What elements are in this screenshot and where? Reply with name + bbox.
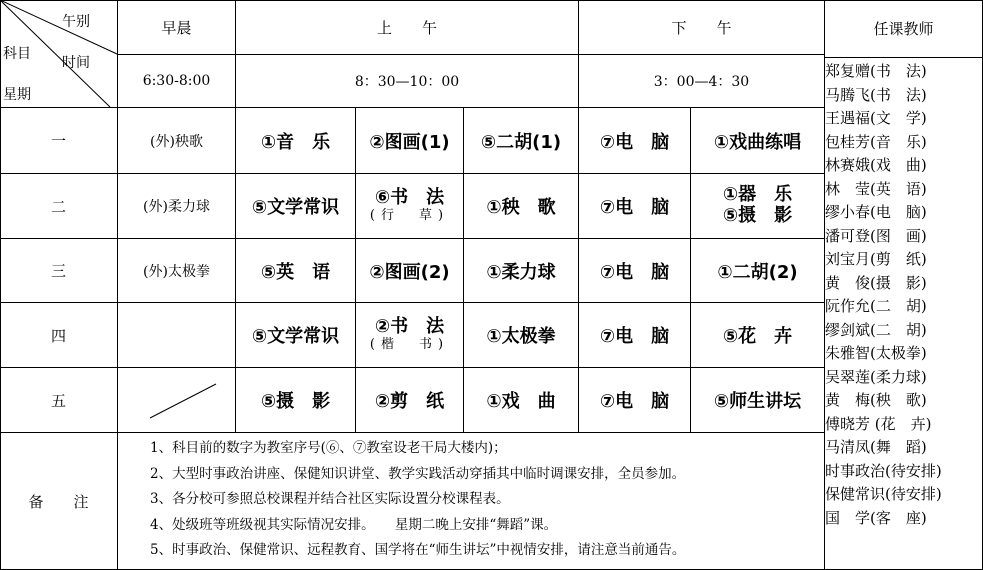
teacher-item: 郑复赠(书 法) [825, 62, 927, 80]
day-label: 三 [50, 262, 66, 280]
teacher-item: 马腾飞(书 法) [825, 85, 927, 104]
grid-line [0, 432, 824, 433]
course-cell: ①柔力球 [486, 261, 556, 283]
teacher-item: 缪小春(电 脑) [825, 203, 927, 221]
remark-item: 4、处级班等班级视其实际情况安排。 星期二晚上安排“舞蹈”课。 [150, 516, 558, 533]
course-cell: ⑤文学常识 [251, 197, 340, 218]
course-cell: ①戏 曲 [486, 391, 556, 412]
course-subtitle: (行 草) [369, 207, 450, 223]
course-cell [356, 303, 463, 367]
course-cell: ⑤花 卉 [722, 326, 793, 347]
teacher-item: 阮作允(二 胡) [825, 297, 927, 315]
course-name: ⑤摄 影 [722, 205, 793, 226]
teacher-item: 马清凤(舞 蹈) [825, 438, 927, 456]
corner-label-subject: 科目 [3, 46, 31, 62]
course-cell: ⑤英 语 [260, 261, 331, 283]
course-cell: ①太极拳 [486, 326, 556, 347]
teacher-item: 傅晓芳 (花 卉) [825, 414, 932, 433]
time-forenoon: 8：30—10：00 [354, 74, 460, 90]
course-cell: ⑤文学常识 [251, 326, 340, 347]
teacher-item: 林 莹(英 语) [825, 179, 927, 198]
course-cell: ①音 乐 [260, 131, 331, 153]
early-course: (外)柔力球 [143, 199, 210, 215]
day-label: 五 [50, 391, 66, 410]
teacher-item: 吴翠莲(柔力球) [825, 367, 927, 386]
course-cell: ②图画(2) [369, 261, 450, 283]
course-name: ②书 法 [374, 316, 445, 338]
teacher-item: 缪剑斌(二 胡) [825, 320, 927, 339]
teacher-item: 朱雅智(太极拳) [825, 344, 927, 362]
course-cell: ⑤摄 影 [260, 391, 331, 412]
course-cell: ⑤师生讲坛 [713, 391, 802, 412]
teacher-item: 潘可登(图 画) [825, 226, 927, 245]
teacher-item: 刘宝月(剪 纸) [825, 250, 927, 268]
day-label: 四 [50, 326, 66, 345]
early-course: (外)秧歌 [150, 133, 203, 150]
course-name: ⑥书 法 [374, 187, 445, 209]
teacher-item: 时事政治(待安排) [825, 461, 942, 480]
course-cell [356, 174, 463, 238]
day-label: 二 [50, 197, 66, 216]
course-cell: ⑤二胡(1) [480, 131, 562, 153]
course-cell: ②图画(1) [369, 131, 450, 153]
teacher-item: 国 学(客 座) [825, 508, 927, 527]
teacher-item: 包桂芳(音 乐) [825, 132, 927, 151]
day-label: 一 [50, 132, 66, 150]
course-cell [691, 174, 824, 238]
course-cell: ⑦电 脑 [599, 197, 670, 218]
course-cell: ①戏曲练唱 [713, 131, 802, 153]
grid-line [824, 57, 982, 58]
corner-label-time: 时间 [62, 55, 90, 71]
course-cell: ⑦电 脑 [599, 131, 670, 153]
teacher-item: 保健常识(待安排) [825, 485, 942, 503]
header-early: 早晨 [161, 18, 192, 37]
teacher-item: 王遇福(文 学) [825, 109, 927, 127]
corner-label-week: 星期 [3, 87, 31, 103]
teacher-item: 黄 俊(摄 影) [825, 273, 927, 292]
course-cell: ②剪 纸 [374, 391, 445, 412]
remarks-list [150, 436, 685, 564]
early-course: (外)太极拳 [143, 263, 210, 280]
course-cell: ①二胡(2) [717, 261, 798, 283]
course-subtitle: (楷 书) [369, 336, 450, 352]
header-teachers: 任课教师 [873, 20, 934, 38]
time-afternoon: 3：00—4：30 [653, 74, 750, 90]
teacher-item: 林赛娥(戏 曲) [825, 156, 927, 174]
time-early: 6:30-8:00 [142, 73, 211, 89]
remarks-label: 备 注 [28, 492, 89, 511]
empty-cell-slash [118, 368, 235, 432]
remark-item: 3、各分校可参照总校课程并结合社区实际设置分校课程表。 [150, 491, 510, 507]
course-name: ①器 乐 [722, 184, 793, 206]
teacher-item: 黄 梅(秧 歌) [825, 391, 927, 409]
course-cell: ⑦电 脑 [599, 391, 670, 412]
remark-item: 2、大型时事政治讲座、保健知识讲堂、教学实践活动穿插其中临时调课安排，全员参加。 [150, 465, 686, 482]
course-cell: ⑦电 脑 [599, 326, 670, 347]
header-afternoon: 下 午 [671, 18, 732, 37]
teacher-list [825, 60, 982, 530]
header-forenoon: 上 午 [376, 18, 437, 37]
course-cell: ⑦电 脑 [599, 261, 670, 283]
corner-label-period: 午别 [62, 14, 90, 30]
remark-item: 1、科目前的数字为教室序号(⑥、⑦教室设老干局大楼内)； [150, 440, 507, 456]
course-cell: ①秧 歌 [486, 197, 556, 218]
remark-item: 5、时事政治、保健常识、远程教育、国学将在“师生讲坛”中视情安排，请注意当前通告。 [150, 542, 686, 558]
